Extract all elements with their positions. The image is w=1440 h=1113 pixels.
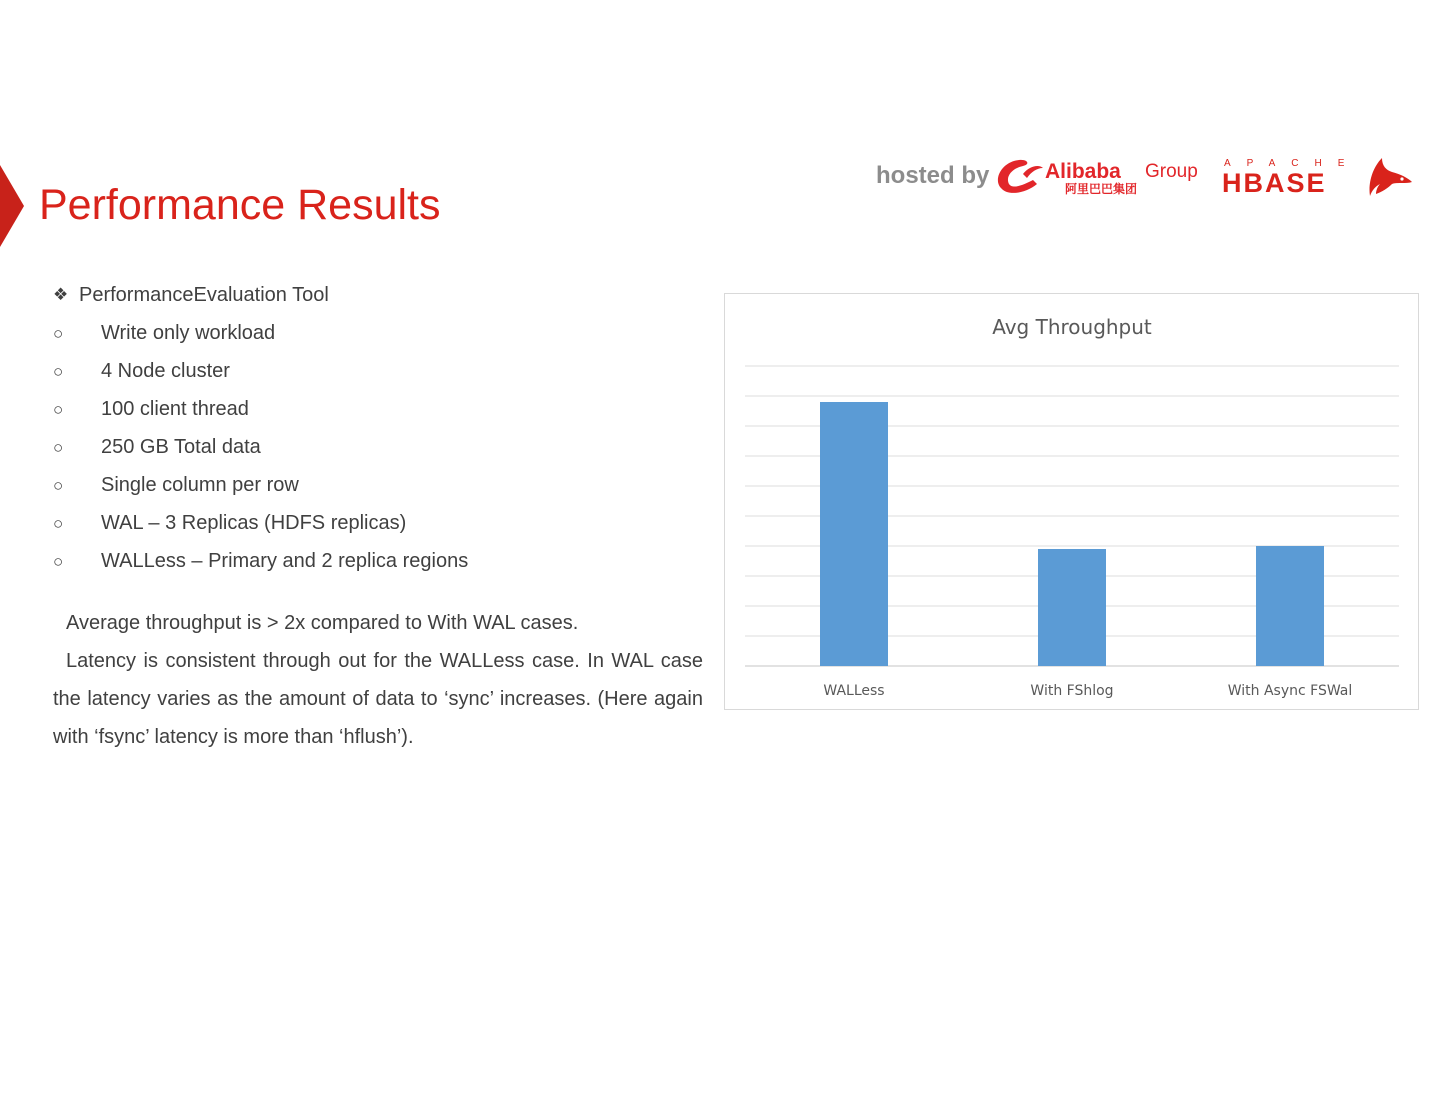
chart-canvas xyxy=(725,294,1420,711)
bar xyxy=(1256,546,1324,666)
bullet-list xyxy=(53,276,713,580)
list-item xyxy=(53,542,713,580)
throughput-chart xyxy=(724,293,1419,710)
alibaba-wordmark: Alibaba xyxy=(1045,160,1121,183)
list-item xyxy=(53,314,713,352)
heading-bullet-text: PerformanceEvaluation Tool xyxy=(79,283,329,306)
diamond-bullet-icon: ❖ xyxy=(53,285,69,304)
bar xyxy=(820,402,888,666)
list-item-text: WAL – 3 Replicas (HDFS replicas) xyxy=(101,511,407,534)
slide-marker xyxy=(0,165,24,247)
list-item-text: WALLess – Primary and 2 replica regions xyxy=(101,549,469,572)
hosted-by-label: hosted by xyxy=(876,162,990,189)
category-label: With Async FSWal xyxy=(1227,683,1353,699)
summary-paragraph-latency: Latency is consistent through out for the WALLess case. In WAL case the latency varies as the amount of data to ‘sync’ increases. (Here again with ‘fsync’ latency is more than ‘hflush’). xyxy=(53,650,703,748)
circle-bullet-icon: ○ xyxy=(53,362,64,381)
circle-bullet-icon: ○ xyxy=(53,400,64,419)
circle-bullet-icon: ○ xyxy=(53,514,64,533)
list-item xyxy=(53,466,713,504)
alibaba-group-logo xyxy=(993,154,1203,198)
apache-hbase-logo xyxy=(1222,154,1417,200)
list-item-text: Write only workload xyxy=(101,321,276,344)
orca-icon xyxy=(1370,158,1413,196)
circle-bullet-icon: ○ xyxy=(53,324,64,343)
alibaba-group-word: Group xyxy=(1145,161,1198,182)
list-item xyxy=(53,504,713,542)
list-item-text: 100 client thread xyxy=(101,397,249,420)
heading-bullet xyxy=(53,276,713,314)
list-item xyxy=(53,390,713,428)
list-item-text: Single column per row xyxy=(101,473,299,496)
circle-bullet-icon: ○ xyxy=(53,476,64,495)
bar xyxy=(1038,549,1106,666)
hbase-wordmark: HBASE xyxy=(1222,168,1327,198)
list-item-text: 4 Node cluster xyxy=(101,359,230,382)
chart-title: Avg Throughput xyxy=(992,315,1152,339)
category-label: With FShlog xyxy=(1030,683,1114,699)
list-item-text: 250 GB Total data xyxy=(101,435,261,458)
summary-paragraph-throughput: Average throughput is > 2x compared to With WAL cases. xyxy=(66,612,579,634)
slide-title: Performance Results xyxy=(39,181,441,229)
apache-wordmark: APACHE xyxy=(1224,158,1361,169)
category-label: WALLess xyxy=(823,683,885,699)
alibaba-chinese-name: 阿里巴巴集团 xyxy=(1065,182,1138,196)
list-item xyxy=(53,352,713,390)
circle-bullet-icon: ○ xyxy=(53,552,64,571)
circle-bullet-icon: ○ xyxy=(53,438,64,457)
list-item xyxy=(53,428,713,466)
